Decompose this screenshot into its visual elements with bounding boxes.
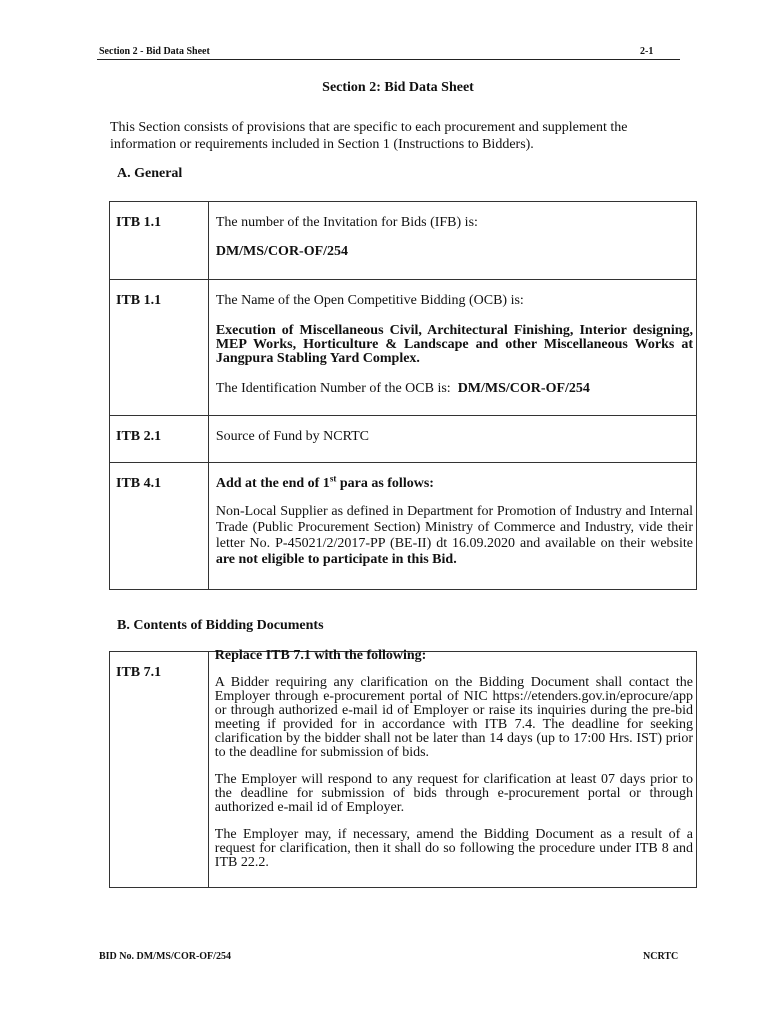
bid-data-table-general (109, 201, 697, 590)
table-row (110, 202, 697, 280)
clarification-para-1: A Bidder requiring any clarification on the Bidding Document shall contact the Employer through e-procurement portal of NIC https://etenders.gov.in/eprocure/app or through authorized e-mail id of Employer or raise its inquiries during the pre-bid meeting if provided for in accordance with ITB 7.4. The deadline for seeking clarification by the bidder shall not be later than 14 days (up to 17:00 Hrs. IST) prior to the deadline for submission of bids. (214, 675, 693, 760)
itb-content (208, 202, 696, 280)
itb-ref: ITB 7.1 (110, 652, 209, 888)
clarification-para-2: The Employer will respond to any request for clarification at least 07 days prior to the deadline for submission of bids through e-procurement portal or through authorized e-mail id of Employer. (214, 772, 693, 815)
itb-ref: ITB 4.1 (110, 463, 209, 590)
row-bold-tail: are not eligible to participate in this Bid. (215, 552, 457, 567)
itb-content (208, 280, 696, 416)
header-rule (97, 59, 680, 60)
row-text: The Name of the Open Competitive Bidding (OCB) is: (215, 293, 524, 308)
section-a-heading: A. General (117, 166, 183, 181)
header-page-number: 2-1 (640, 46, 654, 57)
section-b-heading: B. Contents of Bidding Documents (117, 618, 324, 633)
ifb-number: DM/MS/COR-OF/254 (215, 244, 349, 259)
footer-organization: NCRTC (643, 951, 679, 962)
table-row (110, 463, 697, 590)
itb-content (208, 463, 696, 590)
row-heading: Add at the end of 1st para as follows: (215, 473, 434, 491)
header-section-label: Section 2 - Bid Data Sheet (99, 46, 210, 57)
itb-content (208, 648, 696, 888)
ocb-id-line (216, 366, 693, 397)
row-text: Source of Fund by NCRTC (215, 429, 370, 444)
intro-paragraph: This Section consists of provisions that are specific to each procurement and supplement the information or requirements included in Section 1 (Instructions to Bidders). (110, 120, 628, 152)
bid-data-table-contents (109, 648, 697, 888)
itb-ref: ITB 1.1 (110, 280, 209, 416)
table-row (110, 416, 697, 463)
row-heading: Replace ITB 7.1 with the following: (214, 648, 427, 663)
table-row (110, 652, 697, 888)
clarification-para-3: The Employer may, if necessary, amend the Bidding Document as a result of a request for clarification, then it shall do so following the procedure under ITB 8 and ITB 22.2. (214, 827, 693, 870)
row-text: Non-Local Supplier as defined in Department for Promotion of Industry and Internal Trade (Public Procurement Section) Ministry of Commerce and Industry, vide their letter No. P-45021/2/2017-PP (BE-II) dt 16.09.2020 and available on their website are not eligible to participate in this Bid. (215, 504, 693, 567)
page-title: Section 2: Bid Data Sheet (322, 80, 474, 95)
table-row (110, 280, 697, 416)
itb-ref: ITB 2.1 (110, 416, 209, 463)
ocb-name: Execution of Miscellaneous Civil, Architectural Finishing, Interior designing, MEP Works, Horticulture & Landscape and other Miscellaneous Works at Jangpura Stabling Yard Complex. (215, 323, 693, 366)
ocb-id-label: The Identification Number of the OCB is: (215, 381, 451, 396)
row-text: The number of the Invitation for Bids (IFB) is: (215, 215, 478, 230)
footer-bid-number: BID No. DM/MS/COR-OF/254 (99, 951, 231, 962)
ocb-id-value: DM/MS/COR-OF/254 (457, 381, 590, 396)
itb-content (208, 416, 696, 463)
itb-ref: ITB 1.1 (110, 202, 209, 280)
